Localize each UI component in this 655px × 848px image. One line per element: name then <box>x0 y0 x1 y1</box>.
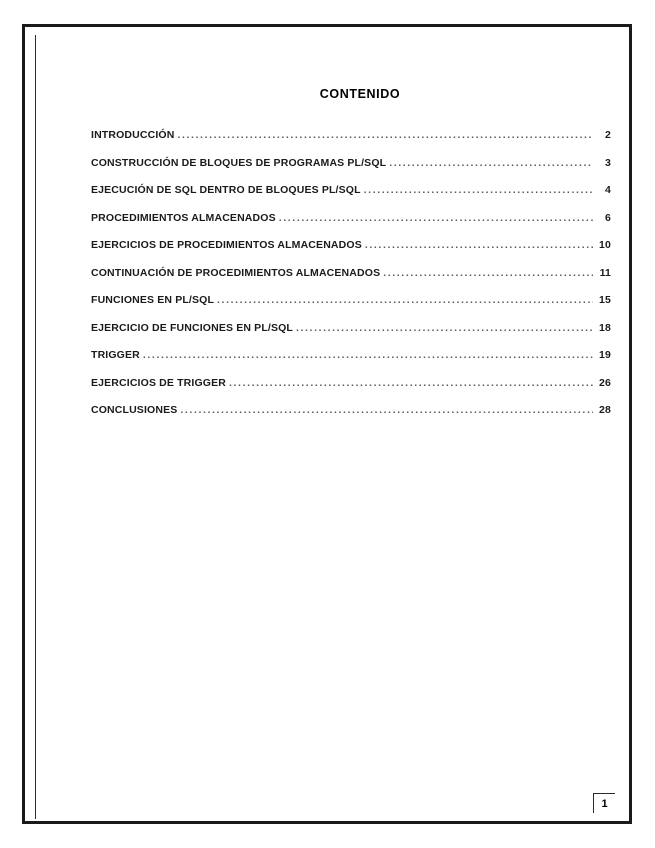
toc-entry-page: 15 <box>599 294 611 306</box>
toc-entry-page: 18 <box>599 321 611 334</box>
toc-entry-page: 19 <box>599 349 611 361</box>
toc-entry-label: CONSTRUCCIÓN DE BLOQUES DE PROGRAMAS PL/SQL <box>91 156 387 169</box>
toc-entry-label: EJERCICIO DE FUNCIONES EN PL/SQL <box>91 321 293 334</box>
toc-leader-dots <box>180 405 593 416</box>
list-item[interactable] <box>91 294 611 306</box>
toc-entry-page: 11 <box>599 266 611 279</box>
list-item[interactable] <box>91 267 611 279</box>
list-item[interactable] <box>91 349 611 361</box>
toc-leader-dots <box>365 240 593 251</box>
toc-entry-page: 28 <box>599 404 611 416</box>
toc-leader-dots <box>229 378 593 389</box>
list-item[interactable] <box>91 377 611 389</box>
list-item[interactable] <box>91 157 611 169</box>
table-of-contents <box>91 129 611 416</box>
toc-entry-page: 26 <box>599 376 611 389</box>
toc-entry-page: 6 <box>605 211 611 224</box>
page-border <box>22 24 632 824</box>
toc-leader-dots <box>143 350 593 361</box>
toc-leader-dots <box>279 213 593 224</box>
toc-entry-label: PROCEDIMIENTOS ALMACENADOS <box>91 211 276 224</box>
toc-leader-dots <box>217 295 593 306</box>
toc-entry-label: TRIGGER <box>91 349 140 361</box>
toc-entry-label: CONTINUACIÓN DE PROCEDIMIENTOS ALMACENADOS <box>91 266 381 279</box>
toc-entry-label: EJERCICIOS DE PROCEDIMIENTOS ALMACENADOS <box>91 239 362 251</box>
toc-entry-page: 3 <box>605 156 611 169</box>
toc-entry-page: 10 <box>599 239 611 251</box>
list-item[interactable] <box>91 212 611 224</box>
page-title: CONTENIDO <box>319 87 401 101</box>
toc-entry-page: 4 <box>605 184 611 196</box>
toc-entry-label: EJERCICIOS DE TRIGGER <box>91 376 227 389</box>
toc-leader-dots <box>389 158 593 169</box>
list-item[interactable] <box>91 129 611 141</box>
list-item[interactable] <box>91 404 611 416</box>
toc-entry-label: EJECUCIÓN DE SQL DENTRO DE BLOQUES PL/SQL <box>91 184 361 196</box>
toc-entry-label: FUNCIONES EN PL/SQL <box>91 294 215 306</box>
toc-leader-dots <box>364 185 593 196</box>
list-item[interactable] <box>91 184 611 196</box>
toc-entry-label: INTRODUCCIÓN <box>91 129 175 141</box>
toc-entry-label: CONCLUSIONES <box>91 404 178 416</box>
list-item[interactable] <box>91 322 611 334</box>
page-content <box>91 87 611 432</box>
toc-entry-page: 2 <box>605 129 611 141</box>
list-item[interactable] <box>91 239 611 251</box>
toc-leader-dots <box>296 323 593 334</box>
toc-leader-dots <box>177 130 593 141</box>
footer-page-number: 1 <box>593 793 615 813</box>
toc-leader-dots <box>383 268 593 279</box>
